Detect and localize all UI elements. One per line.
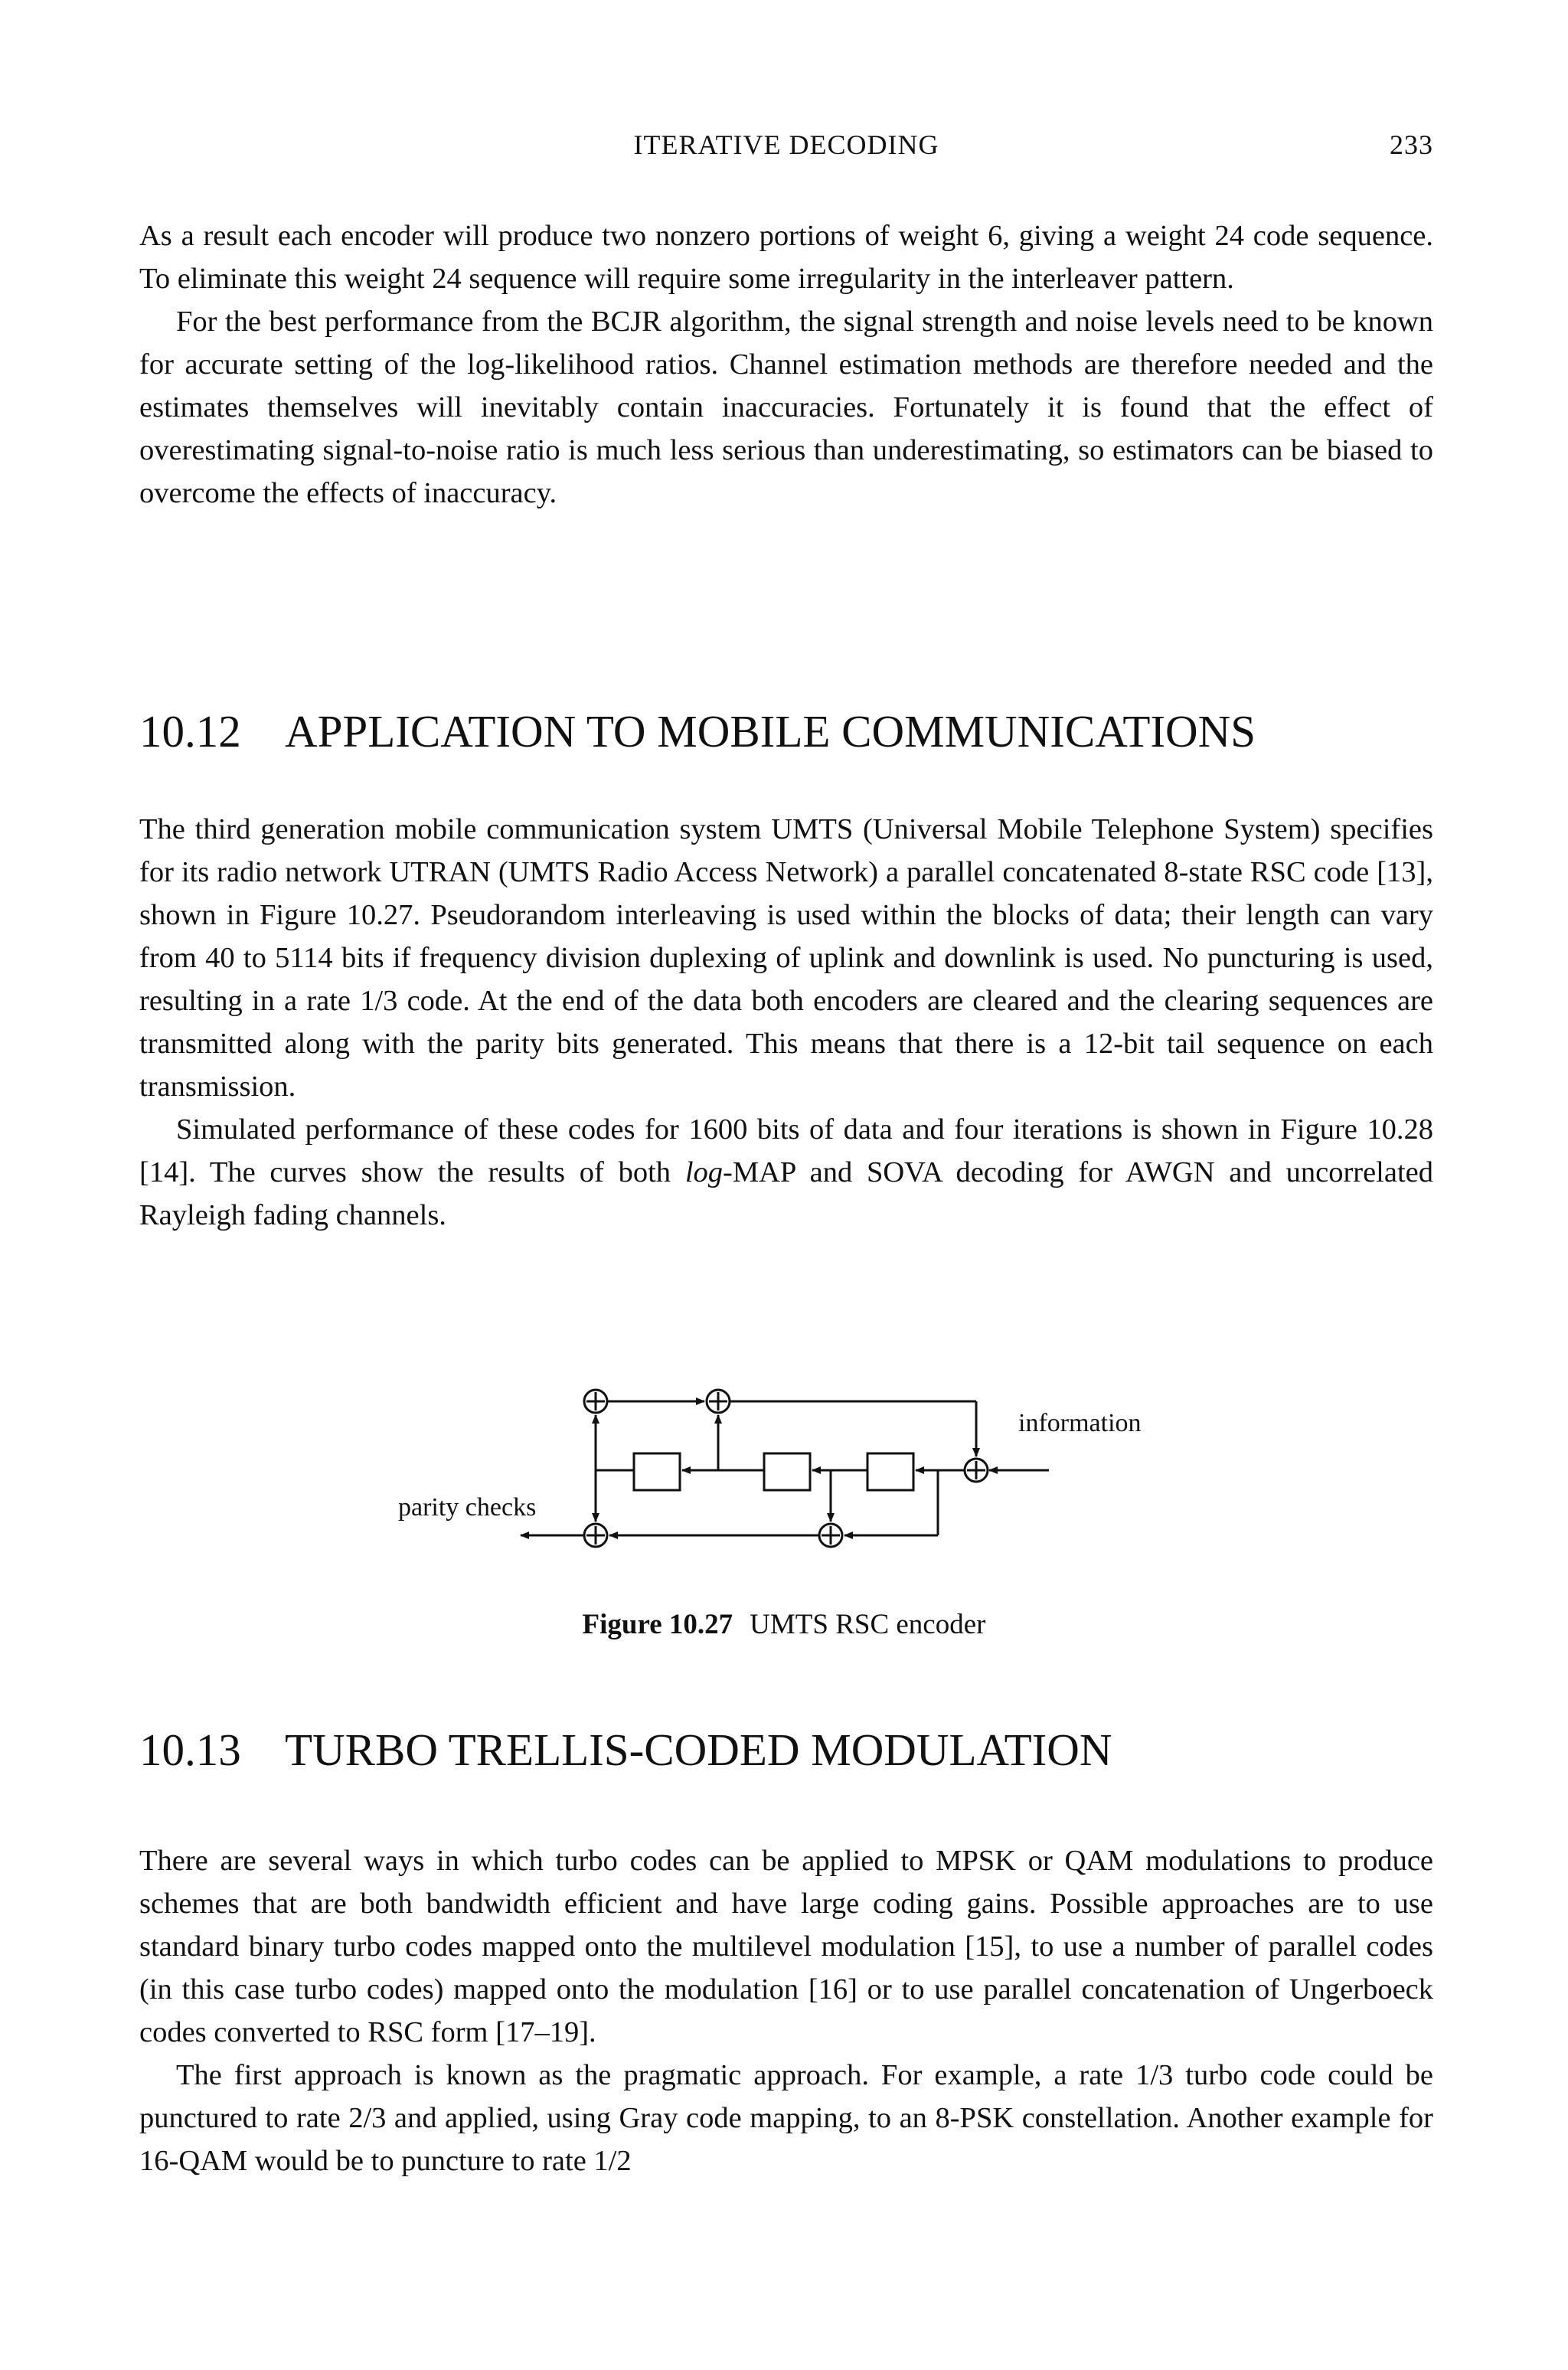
section-1012-text [139, 808, 1433, 1237]
section-heading-1013 [139, 1723, 1433, 1777]
section-number: 10.13 [139, 1724, 241, 1775]
delay-cell-2 [764, 1453, 810, 1490]
section-number: 10.12 [139, 706, 241, 757]
section-heading-1012 [139, 704, 1433, 758]
adder-input [965, 1459, 988, 1482]
paragraph: There are several ways in which turbo codes can be applied to MPSK or QAM modulations to produce schemes that are both bandwidth efficient and have large coding gains. Possible approaches are to use standard binary turbo codes mapped onto the multilevel modulation [15], to use a number of parallel codes (in this case turbo codes) mapped onto the modulation [16] or to use parallel concatenation of Ungerboeck codes converted to RSC form [17–19]. [139, 1845, 1433, 2048]
label-information: information [1018, 1409, 1142, 1437]
adder-top-left [584, 1390, 607, 1413]
paragraph [139, 1108, 1433, 1237]
page-number: 233 [1390, 129, 1433, 160]
paragraph: The third generation mobile communication system UMTS (Universal Mobile Telephone System) specifies for its radio network UTRAN (UMTS Radio Access Network) a parallel concatenated 8-state RSC code [13], shown in Figure 10.27. Pseudorandom interleaving is used within the blocks of data; their length can vary from 40 to 5114 bits if frequency division duplexing of uplink and downlink is used. No puncturing is used, resulting in a rate 1/3 code. At the end of the data both encoders are cleared and the clearing sequences are transmitted along with the parity bits generated. This means that there is a 12-bit tail sequence on each transmission. [139, 813, 1433, 1103]
section-1013-text [139, 1839, 1433, 2182]
caption-text: UMTS RSC encoder [750, 1609, 986, 1640]
paragraph: The first approach is known as the pragmatic approach. For example, a rate 1/3 turbo code could be punctured to rate 2/3 and applied, using Gray code mapping, to an 8-PSK constellation. Another example for 16-QAM would be to puncture to rate 1/2 [139, 2059, 1433, 2177]
intro-text [139, 214, 1433, 515]
paragraph: As a result each encoder will produce two nonzero portions of weight 6, giving a weight 24 code sequence. To eliminate this weight 24 sequence will require some irregularity in the interleaver pattern. [139, 220, 1433, 295]
figure-caption [0, 1608, 1568, 1641]
adder-top-mid [707, 1390, 730, 1413]
figure-umts-rsc-encoder [383, 1371, 1225, 1570]
text-run-italic: log [684, 1156, 724, 1188]
section-title: APPLICATION TO MOBILE COMMUNICATIONS [285, 706, 1256, 757]
adder-bottom-mid [819, 1524, 842, 1547]
caption-number: Figure 10.27 [582, 1609, 733, 1640]
adder-bottom-left [584, 1524, 607, 1547]
delay-cell-3 [867, 1453, 913, 1490]
running-head [139, 129, 1433, 175]
paragraph: For the best performance from the BCJR algorithm, the signal strength and noise levels need to be known for accurate setting of the log-likelihood ratios. Channel estimation methods are therefore needed and the estimates themselves will inevitably contain inaccuracies. Fortunately it is found that the effect of overestimating signal-to-noise ratio is much less serious than underestimating, so estimators can be biased to overcome the effects of inaccuracy. [139, 306, 1433, 509]
text-run: -MAP and SOVA decoding for AWGN and uncorrelated Rayleigh fading channels. [139, 1156, 1433, 1231]
delay-cell-1 [634, 1453, 680, 1490]
label-parity-checks: parity checks [398, 1493, 537, 1522]
text-run: Simulated performance of these codes for 1600 bits of data and four iterations is shown in Figure 10.28 [14]. The curves show the results of both [139, 1113, 1433, 1188]
encoder-diagram [383, 1371, 1225, 1570]
section-title: TURBO TRELLIS-CODED MODULATION [285, 1724, 1112, 1775]
running-head-title: ITERATIVE DECODING [633, 129, 939, 160]
